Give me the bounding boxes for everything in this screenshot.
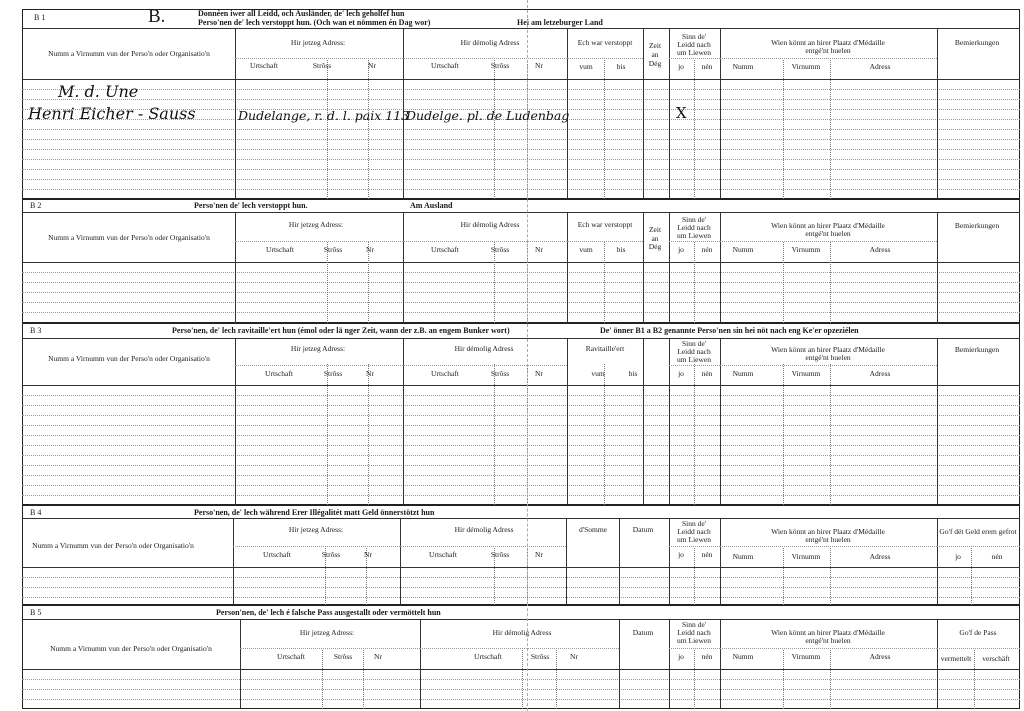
column-header-alive: Sinn de'	[681, 215, 707, 224]
column-header-in: an	[651, 234, 659, 243]
column-header-number: Nr	[535, 61, 543, 70]
column-header-no: nén	[701, 550, 713, 559]
column-header-alive: um Liewen	[677, 355, 711, 364]
column-header-place: Urtschaft	[429, 550, 457, 559]
column-header-former-address: Hir démolig Adress	[454, 525, 514, 534]
column-header-to: bis	[616, 62, 626, 71]
column-header-alive: Leidd nach	[677, 347, 711, 356]
column-header-street: Strôss	[490, 245, 510, 254]
column-header-surname: Numm	[732, 652, 754, 661]
column-header-alive: um Liewen	[677, 636, 711, 645]
column-header-surname: Numm	[732, 552, 754, 561]
column-header-surname: Numm	[732, 245, 754, 254]
column-header-alive: Leidd nach	[677, 223, 711, 232]
column-header-remarks: Bemierkungen	[954, 345, 1000, 354]
column-header-medal: entgé'nt huelen	[805, 636, 851, 645]
column-header-hidden: Ech war verstoppt	[577, 38, 633, 47]
column-header-date: Datum	[632, 628, 654, 637]
column-header-alive: Sinn de'	[681, 519, 707, 528]
column-header-yes: jo	[678, 369, 684, 378]
column-header-amount: d'Somme	[578, 525, 608, 534]
column-header-number: Nr	[535, 369, 543, 378]
column-header-number: Nr	[570, 652, 578, 661]
handwritten-current-address: Dudelange, r. d. l. paix 113	[238, 108, 410, 123]
column-header-number: Nr	[366, 369, 374, 378]
section-subtitle-location: Am Ausland	[410, 201, 453, 210]
section-title: Person'nen, de' lech é falsche Pass ausgestallt oder vermöttelt hun	[216, 608, 441, 617]
column-header-supplied: Ravitaille'ert	[585, 344, 625, 353]
column-header-firstname: Virnumm	[791, 62, 821, 71]
column-header-time: Zeit	[648, 41, 662, 50]
column-header-address: Adress	[869, 552, 891, 561]
column-header-from: vum	[591, 369, 605, 378]
column-header-surname: Numm	[732, 62, 754, 71]
section-b2	[22, 199, 1020, 323]
column-header-medal: Wien könnt an hirer Plaatz d'Médaille	[771, 527, 885, 536]
column-header-place: Urtschaft	[431, 369, 459, 378]
column-header-former-address: Hir démolig Adress	[460, 220, 520, 229]
column-header-street: Strôss	[323, 369, 343, 378]
column-header-arranged: vermettelt	[940, 654, 972, 663]
column-header-alive: um Liewen	[677, 48, 711, 57]
column-header-no: nén	[701, 652, 713, 661]
column-header-firstname: Virnumm	[791, 652, 821, 661]
column-header-former-address: Hir démolig Adress	[460, 38, 520, 47]
column-header-name: Numm a Virnumm vun der Perso'n oder Organisatio'n	[48, 354, 210, 363]
column-header-former-address: Hir démolig Adress	[492, 628, 552, 637]
column-header-yes: jo	[678, 245, 684, 254]
column-header-street: Strôss	[323, 245, 343, 254]
column-header-former-address: Hir démolig Adress	[454, 344, 514, 353]
column-header-alive: um Liewen	[677, 231, 711, 240]
column-header-to: bis	[628, 369, 638, 378]
column-header-medal: Wien könnt an hirer Plaatz d'Médaille	[771, 345, 885, 354]
column-header-place: Urtschaft	[431, 61, 459, 70]
handwritten-former-address: Dudelge. pl. de Ludenbag	[406, 108, 570, 123]
column-header-current-address: Hir jetzeg Adress:	[299, 628, 355, 637]
column-header-medal: entgé'nt huelen	[805, 229, 851, 238]
column-header-firstname: Virnumm	[791, 369, 821, 378]
section-note: De' önner B1 a B2 genannte Perso'nen sin hei nöt nach eng Ke'er opzeziélen	[600, 326, 859, 335]
column-header-place: Urtschaft	[474, 652, 502, 661]
section-title: Perso'nen de' lech verstoppt hun.	[194, 201, 308, 210]
column-header-passport: Go'f de Pass	[959, 628, 997, 637]
column-header-medal: Wien könnt an hirer Plaatz d'Médaille	[771, 628, 885, 637]
column-header-alive: Leidd nach	[677, 40, 711, 49]
column-header-number: Nr	[366, 245, 374, 254]
column-header-street: Strôss	[321, 550, 341, 559]
column-header-provided: verschäft	[982, 654, 1010, 663]
section-letter: B.	[148, 6, 166, 27]
column-header-street: Strôss	[312, 61, 332, 70]
handwritten-name-line1: M. d. Une	[58, 82, 139, 101]
section-code: B 5	[30, 608, 42, 617]
column-header-street: Strôss	[530, 652, 550, 661]
column-header-number: Nr	[364, 550, 372, 559]
column-header-no: nén	[701, 62, 713, 71]
column-header-street: Strôss	[333, 652, 353, 661]
column-header-street: Strôss	[490, 550, 510, 559]
section-subtitle: Perso'nen de' lech verstoppt hun. (Och wan et nömmen én Dag wor)	[198, 18, 431, 27]
column-header-from: vum	[579, 245, 593, 254]
column-header-place: Urtschaft	[265, 369, 293, 378]
column-header-alive: Leidd nach	[677, 527, 711, 536]
column-header-firstname: Virnumm	[791, 552, 821, 561]
column-header-surname: Numm	[732, 369, 754, 378]
column-header-number: Nr	[368, 61, 376, 70]
column-header-medal: Wien könnt an hirer Plaatz d'Médaille	[771, 38, 885, 47]
column-header-place: Urtschaft	[250, 61, 278, 70]
column-header-yes: jo	[955, 552, 961, 561]
section-code: B 4	[30, 508, 42, 517]
column-header-address: Adress	[869, 652, 891, 661]
column-header-date: Datum	[632, 525, 654, 534]
column-header-address: Adress	[869, 245, 891, 254]
section-code: B 2	[30, 201, 42, 210]
column-header-medal: entgé'nt huelen	[805, 46, 851, 55]
column-header-yes: jo	[678, 62, 684, 71]
section-code: B 3	[30, 326, 42, 335]
column-header-firstname: Virnumm	[791, 245, 821, 254]
column-header-address: Adress	[869, 62, 891, 71]
section-title: Perso'nen, de' lech während Erer Illégalitét matt Geld önnerstötzt hun	[194, 508, 435, 517]
column-header-name: Numm a Virnumm vun der Perso'n oder Organisatio'n	[48, 49, 210, 58]
column-header-from: vum	[579, 62, 593, 71]
column-header-yes: jo	[678, 550, 684, 559]
column-header-remarks: Bemierkungen	[954, 221, 1000, 230]
page-fold-line	[527, 0, 528, 711]
column-header-to: bis	[616, 245, 626, 254]
column-header-no: nén	[701, 369, 713, 378]
column-header-place: Urtschaft	[263, 550, 291, 559]
column-header-days: Dég	[648, 59, 662, 68]
column-header-hidden: Ech war verstoppt	[577, 220, 633, 229]
column-header-current-address: Hir jetzeg Adress:	[288, 220, 344, 229]
section-title: Donnéen iwer all Leidd, och Ausländer, de' lech geholfef hun	[198, 9, 405, 18]
section-title: Perso'nen, de' lech ravitaille'ert hun (émol oder lä nger Zeit, wann der z.B. an engem Bunker wort)	[172, 326, 510, 335]
column-header-remarks: Bemierkungen	[954, 38, 1000, 47]
section-subtitle-location: Hei am letzeburger Land	[517, 18, 603, 27]
column-header-alive: um Liewen	[677, 535, 711, 544]
column-header-place: Urtschaft	[277, 652, 305, 661]
column-header-money-returned: Go'f dët Geld erem gefrot	[939, 527, 1017, 536]
column-header-name: Numm a Virnumm vun der Perso'n oder Organisatio'n	[50, 644, 212, 653]
column-header-current-address: Hir jetzeg Adress:	[288, 525, 344, 534]
handwritten-name-line2: Henri Eicher - Sauss	[28, 104, 196, 123]
column-header-alive: Sinn de'	[681, 339, 707, 348]
column-header-in: an	[651, 50, 659, 59]
column-header-place: Urtschaft	[266, 245, 294, 254]
column-header-time: Zeit	[648, 225, 662, 234]
column-header-place: Urtschaft	[431, 245, 459, 254]
column-header-yes: jo	[678, 652, 684, 661]
column-header-name: Numm a Virnumm vun der Perso'n oder Organisatio'n	[32, 541, 194, 550]
column-header-medal: entgé'nt huelen	[805, 535, 851, 544]
section-code: B 1	[34, 13, 46, 22]
column-header-alive: Sinn de'	[681, 32, 707, 41]
column-header-name: Numm a Virnumm vun der Perso'n oder Organisatio'n	[48, 233, 210, 242]
column-header-street: Strôss	[490, 369, 510, 378]
column-header-no: nén	[991, 552, 1003, 561]
column-header-number: Nr	[535, 550, 543, 559]
column-header-alive: Leidd nach	[677, 628, 711, 637]
column-header-days: Dég	[648, 242, 662, 251]
handwritten-mark-jo: X	[676, 104, 687, 122]
column-header-alive: Sinn de'	[681, 620, 707, 629]
column-header-number: Nr	[535, 245, 543, 254]
column-header-current-address: Hir jetzeg Adress:	[290, 38, 346, 47]
column-header-current-address: Hir jetzeg Adress:	[290, 344, 346, 353]
column-header-address: Adress	[869, 369, 891, 378]
column-header-street: Strôss	[490, 61, 510, 70]
column-header-number: Nr	[374, 652, 382, 661]
column-header-no: nén	[701, 245, 713, 254]
column-header-medal: Wien könnt an hirer Plaatz d'Médaille	[771, 221, 885, 230]
column-header-medal: entgé'nt huelen	[805, 353, 851, 362]
